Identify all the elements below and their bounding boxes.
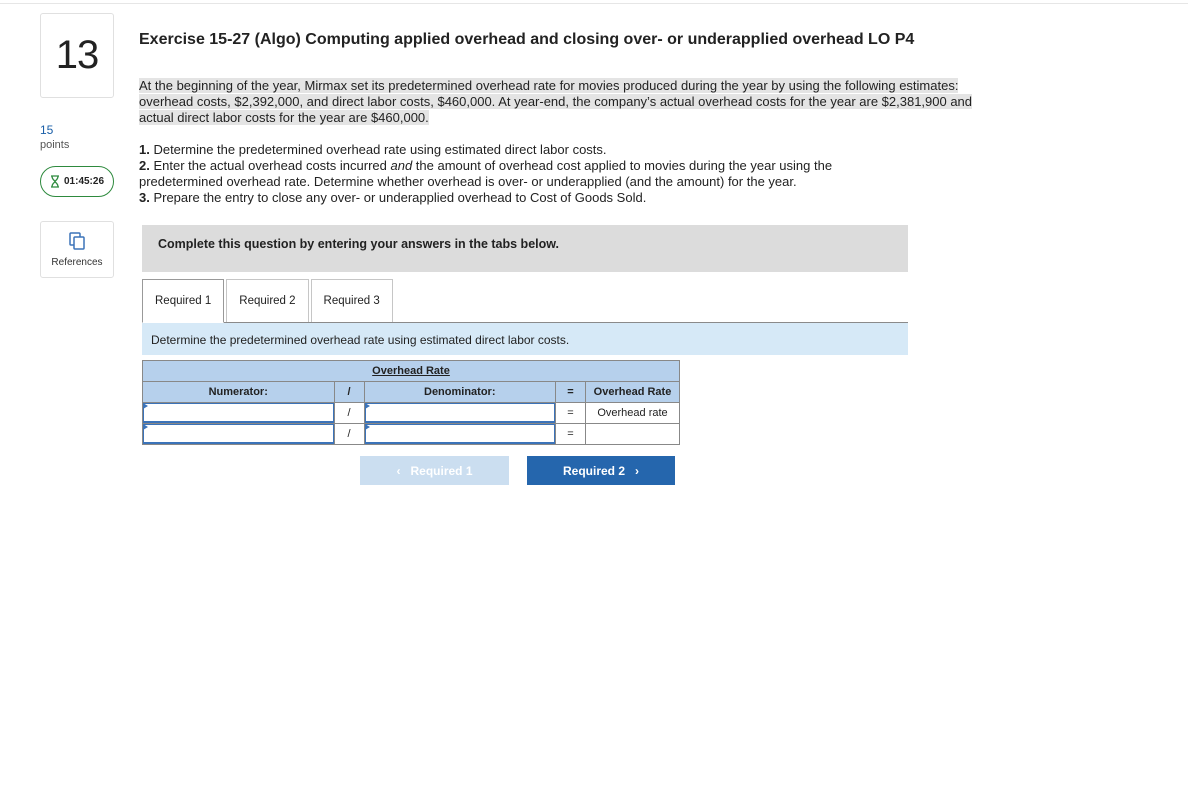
overhead-rate-label: Overhead rate [586,403,680,424]
overhead-rate-result [586,424,680,445]
next-required-label: Required 2 [562,463,625,478]
prev-required-label: Required 1 [410,463,473,478]
references-label: References [51,256,103,268]
top-divider [0,3,1188,4]
table-row [143,424,680,445]
header-divide: / [334,382,364,403]
header-overhead-rate: Overhead Rate [586,382,680,403]
requirement-3: 3. Prepare the entry to close any over- or underapplied overhead to Cost of Goods Sold. [139,190,647,205]
header-numerator: Numerator: [143,382,335,403]
table-caption: Overhead Rate [143,361,680,382]
tab-required-1[interactable]: Required 1 [142,279,224,323]
equals-symbol: = [556,424,586,445]
requirements-list [139,142,919,206]
problem-text [139,78,979,126]
exercise-title: Exercise 15-27 (Algo) Computing applied overhead and closing over- or underapplied overhead LO P4 [139,31,915,48]
numerator-cell [143,424,335,445]
overhead-rate-table [142,360,680,445]
requirement-tabs [142,279,395,322]
requirement-2: 2. Enter the actual overhead costs incurred and the amount of overhead cost applied to movies during the year using the predetermined overhead rate. Determine whether overhead is over- or underapplied (and the amount) for the year. [139,158,833,189]
tab-required-2[interactable]: Required 2 [226,279,308,322]
complete-question-banner: Complete this question by entering your answers in the tabs below. [142,225,908,272]
timer-value: 01:45:26 [63,176,105,187]
equals-symbol: = [556,403,586,424]
numerator-cell [143,403,335,424]
next-required-button[interactable] [527,456,675,485]
denominator-input-1[interactable] [365,403,556,423]
divide-symbol: / [334,403,364,424]
requirement-1: 1. Determine the predetermined overhead rate using estimated direct labor costs. [139,142,607,157]
points-value: 15 [40,123,54,137]
points-label: points [40,139,70,151]
chevron-left-icon: ‹ [396,463,401,478]
instruction-bar: Determine the predetermined overhead rate using estimated direct labor costs. [142,323,908,355]
numerator-input-2[interactable] [143,424,334,444]
question-number: 13 [55,33,99,77]
problem-text-body: At the beginning of the year, Mirmax set its predetermined overhead rate for movies produced during the year by using the following estimates: overhead costs, $2,392,000, and direct labor costs, $460,000. At year-end, the company’s actual overhead costs for the year are $2,381,900 and actual direct labor costs for the year are $460,000. [139,78,973,125]
chevron-right-icon: › [635,463,639,478]
divide-symbol: / [334,424,364,445]
table-row [143,403,680,424]
references-button[interactable] [40,221,114,278]
hourglass-icon [50,175,60,188]
denominator-cell [364,403,556,424]
numerator-input-1[interactable] [143,403,334,423]
tab-required-3[interactable]: Required 3 [311,279,393,322]
copy-document-icon [69,232,85,250]
timer-badge [40,166,114,197]
header-denominator: Denominator: [364,382,556,403]
question-number-box [40,13,114,98]
prev-required-button[interactable] [360,456,509,485]
header-equals: = [556,382,586,403]
denominator-cell [364,424,556,445]
denominator-input-2[interactable] [365,424,556,444]
